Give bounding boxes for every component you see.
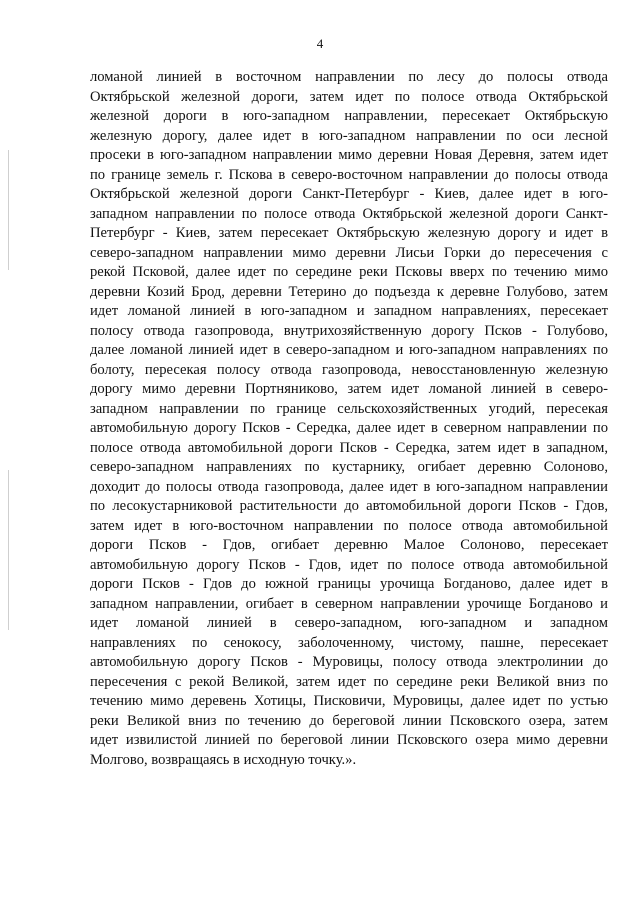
text-line: пересечения с рекой Великой, затем идет по середине реки Великой вниз по <box>90 673 608 690</box>
text-line: дороги Псков - Гдов, огибает деревню Малое Солоново, пересекает <box>90 537 608 553</box>
text-line: автомобильную дорогу Псков - Гдов, идет по полосе отвода автомобильной <box>90 556 608 573</box>
text-line: просеки в юго-западном направлении мимо деревни Новая Деревня, затем идет <box>90 147 608 163</box>
text-line: железной дороги в юго-западном направлении, пересекает Октябрьскую <box>90 108 608 124</box>
text-line: западном направлении, огибает в северном направлении урочище Богданово и <box>90 595 608 612</box>
text-line: идет ломаной линией в юго-западном и западном направлениях, пересекает <box>90 303 608 319</box>
text-line: автомобильную дорогу Псков - Середка, далее идет в северном направлении по <box>90 420 608 436</box>
text-line: доходит до полосы отвода газопровода, далее идет в юго-западном направлении <box>90 478 608 495</box>
text-line: западном направлении по полосе отвода Октябрьской железной дороги Санкт- <box>90 205 608 222</box>
text-line: направлениях по сенокосу, заболоченному, чистому, пашне, пересекает <box>90 634 608 651</box>
scan-edge-mark <box>8 470 9 630</box>
text-line: западном направлении по границе сельскохозяйственных угодий, пересекая <box>90 400 608 417</box>
text-line: дороги Псков - Гдов до южной границы урочища Богданово, далее идет в <box>90 576 608 592</box>
text-line: деревни Козий Брод, деревни Тетерино до подъезда к деревне Голубово, затем <box>90 283 608 300</box>
text-line: идет ломаной линией в северо-западном, юго-западном и западном <box>90 615 608 631</box>
text-line: Молгово, возвращаясь в исходную точку.». <box>90 751 357 768</box>
text-line: идет извилистой линией по береговой линии Псковского озера мимо деревни <box>90 732 608 748</box>
text-line: по границе земель г. Пскова в северо-восточном направлении до полосы отвода <box>90 166 608 183</box>
text-line: рекой Псковой, далее идет по середине реки Псковы вверх по течению мимо <box>90 264 608 280</box>
text-line: полосу отвода газопровода, внутрихозяйственную дорогу Псков - Голубово, <box>90 322 608 339</box>
text-line: полосе отвода автомобильной дороги Псков - Середка, затем идет в западном, <box>90 439 608 456</box>
scan-edge-mark <box>8 150 9 270</box>
text-line: северо-западном направлениях по кустарнику, огибает деревню Солоново, <box>90 459 608 475</box>
text-line: болоту, пересекая полосу отвода газопровода, невосстановленную железную <box>90 361 608 378</box>
text-line: Октябрьской железной дороги Санкт-Петербург - Киев, далее идет в юго- <box>90 186 608 202</box>
text-line: реки Великой вниз по течению до береговой линии Псковского озера, затем <box>90 712 608 729</box>
text-line: ломаной линией в восточном направлении по лесу до полосы отвода <box>90 69 608 85</box>
text-line: по лесокустарниковой растительности до автомобильной дороги Псков - Гдов, <box>90 498 608 514</box>
text-line: течению мимо деревень Хотицы, Писковичи, Муровицы, далее идет по устью <box>90 693 608 709</box>
page-number: 4 <box>316 36 324 51</box>
body-paragraph <box>90 68 608 770</box>
text-line: далее ломаной линией идет в северо-западном и юго-западном направлениях по <box>90 342 608 358</box>
text-line: железную дорогу, далее идет в юго-западном направлении по оси лесной <box>90 127 608 144</box>
text-line: Петербург - Киев, затем пересекает Октябрьскую железную дорогу и идет в <box>90 225 608 241</box>
text-line: дорогу мимо деревни Портняниково, затем идет ломаной линией в северо- <box>90 381 608 397</box>
text-line: северо-западном направлении мимо деревни Лисьи Горки до пересечения с <box>90 244 608 261</box>
text-line: Октябрьской железной дороги, затем идет по полосе отвода Октябрьской <box>90 88 608 105</box>
text-line: автомобильную дорогу Псков - Муровицы, полосу отвода электролинии до <box>90 654 608 670</box>
text-line: затем идет в юго-восточном направлении по полосе отвода автомобильной <box>90 517 608 534</box>
